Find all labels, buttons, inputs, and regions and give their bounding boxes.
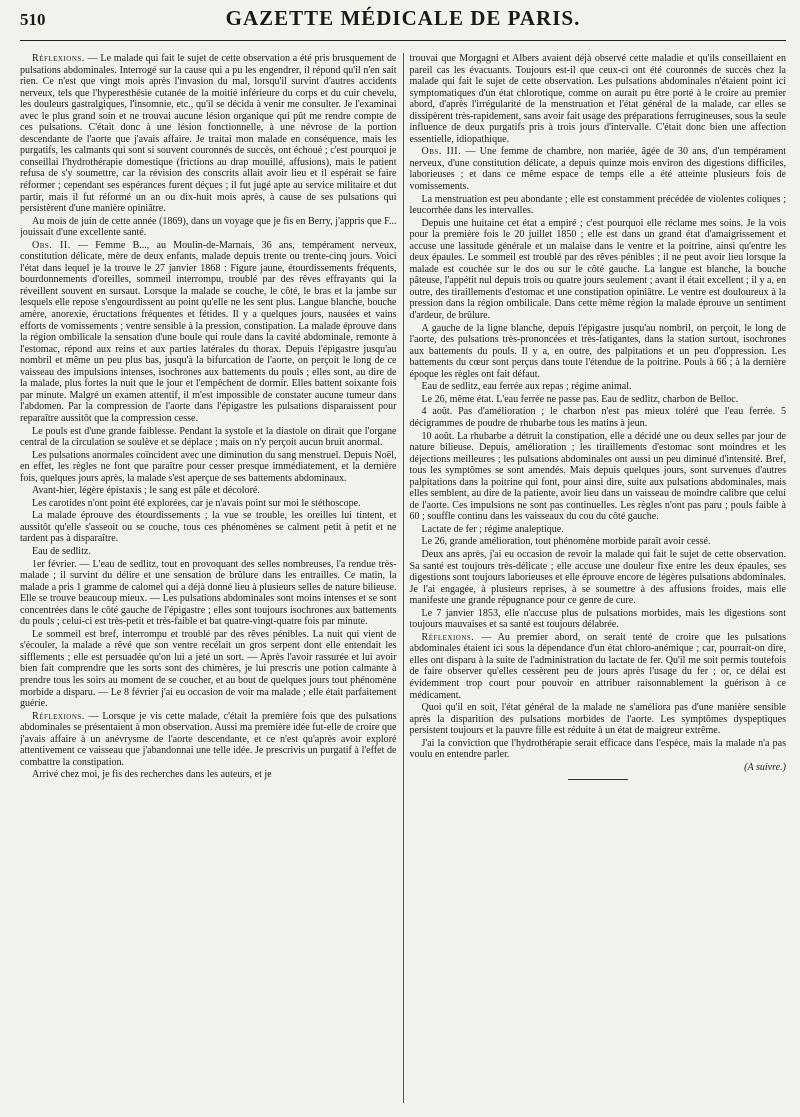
paragraph xyxy=(410,632,787,701)
paragraph: Lactate de fer ; régime analeptique. xyxy=(421,523,564,535)
paragraph: Quoi qu'il en soit, l'état général de la malade ne s'améliora pas d'une manière sensible après la disparition des pulsations morbides de l'aorte. Les symptômes dyspeptiques persistent toujours et la pauvre fille est réduite à un état de maigreur extrême. xyxy=(409,702,786,737)
page-header xyxy=(20,6,786,41)
to-be-continued: (A suivre.) xyxy=(744,761,786,773)
paragraph-text: — Au premier abord, on serait tenté de croire que les pulsations abdominales étaient ici sous la dépendance d'un état chloro-anémique ; car, pourrait-on dire, elles ont disparu à la suite de l'administration du lactate de fer. Qu'il me soit permis toutefois de faire observer qu'elles cessèrent peu de jours après l'usage du fer ; or, ce délai est évidemment trop court pour pouvoir en attribuer raisonnablement la guérison à ce médicament. xyxy=(409,631,786,701)
section-label: Réflexions. xyxy=(421,631,475,643)
paragraph: Le 26, grande amélioration, tout phénomène morbide paraît avoir cessé. xyxy=(421,536,711,548)
paragraph-text: — Une femme de chambre, non mariée, âgée de 30 ans, d'un tempérament nerveux, d'une constitution délicate, a depuis quinze mois environ des digestions difficiles, laborieuses ; et dans ce même espace de temps elle a été atteinte plusieurs fois de vomissements. xyxy=(409,146,786,193)
observation-label: Obs. III. xyxy=(421,146,462,158)
date-label: 1er février. xyxy=(32,558,77,570)
paragraph: Les pulsations anormales coïncident avec une diminution du sang menstruel. Depuis Noël, en effet, les règles ne font que paraître pour cesser presque immédiatement, et la dernière fois, quelques jours après, la malade s'est aperçue de ses battements abdominaux. xyxy=(20,449,397,484)
paragraph xyxy=(20,53,397,215)
section-label: Réflexions. xyxy=(32,53,85,64)
paragraph: Depuis une huitaine cet état a empiré ; c'est pourquoi elle réclame mes soins. Je la vois pour la première fois le 20 juillet 1850 ; elle est dans un grand état d'amaigrissement et accuse une lassitude générale et un malaise dans le ventre et la poitrine, ainsi qu'entre les deux épaules. Le sommeil est troublé par des rêves pénibles ; il ne peut avoir lieu lorsque la malade est couchée sur le dos ou sur le côté gauche. La langue est blanche, la bouche pâteuse, l'appétit nul depuis trois ou quatre jours seulement ; avant il était excellent ; il y a, en outre, des tiraillements d'estomac et une constipation opiniâtre. Le ventre est douloureux à la pression dans la région ombilicale. Dans cette même région la malade éprouve un sentiment d'ardeur, de brûlure. xyxy=(409,217,786,322)
paragraph: Le sommeil est bref, interrompu et troublé par des rêves pénibles. La nuit qui vient de s'écouler, la malade a rêvé que son ventre recélait un gros serpent dont elle entendait les sifflements ; elle est persuadée qu'on lui a jeté un sort. — Après l'avoir rassurée et lui avoir bien fait comprendre que les sorts sont des chimères, je lui prescris une potion calmante à prendre tous les soirs au moment de se coucher, et au bout de quelques jours tout phénomène morbide a disparu. — Le 8 février j'ai eu occasion de voir ma malade ; elle était parfaitement guérie. xyxy=(20,628,397,710)
journal-title: GAZETTE MÉDICALE DE PARIS. xyxy=(225,6,581,30)
paragraph: Le 26, même état. L'eau ferrée ne passe pas. Eau de sedlitz, charbon de Belloc. xyxy=(421,393,739,405)
right-column xyxy=(403,53,787,1103)
end-rule xyxy=(568,779,628,780)
paragraph: 10 août. La rhubarbe a détruit la constipation, elle a décidé une ou deux selles par jour de nature bilieuse. Depuis, amélioration ; les tiraillements d'estomac sont moindres et les déjections meilleures ; les pulsations abdominales ont aussi un peu diminué d'intensité. Bref, tous les symptômes se sont amendés. Mais depuis quelques jours, sont survenues d'autres palpitations dans la poitrine qui font, pour ainsi dire, suite aux pulsations abdominales, mais elles semblent, au dire de la patiente, avoir lieu dans un vaisseau de moindre calibre que celui de l'aorte. Ces impulsions ne sont pas continuelles. Les règles n'ont pas paru ; pouls faible à 60 ; souffle continu dans les vaisseaux du cou du côté gauche. xyxy=(409,430,786,523)
paragraph: Eau de sedlitz. xyxy=(32,545,91,557)
paragraph: La menstruation est peu abondante ; elle est constamment précédée de violentes coliques ; leucorrhée dans les intervalles. xyxy=(409,193,786,217)
paragraph: Le pouls est d'une grande faiblesse. Pendant la systole et la diastole on dirait que l'organe central de la circulation se soulève et se déplace ; mais on n'y perçoit aucun bruit anormal. xyxy=(20,425,397,449)
paragraph-text: — Lorsque je vis cette malade, c'était la première fois que des pulsations abdominales se présentaient à mon observation. Aussi ma première idée fut-elle de croire que j'avais affaire à un anévrysme de l'aorte descendante, et ce n'est qu'après avoir exploré attentivement ce vaisseau que j'abandonnai une telle idée. Je prescrivis un purgatif à l'effet de combattre la constipation. xyxy=(20,710,397,768)
paragraph xyxy=(20,240,397,425)
paragraph: Eau de sedlitz, eau ferrée aux repas ; régime animal. xyxy=(421,381,632,393)
section-label: Réflexions. xyxy=(32,710,85,722)
paragraph xyxy=(410,146,787,192)
paragraph-text: — Le malade qui fait le sujet de cette observation a été pris brusquement de pulsations abdominales. Interrogé sur la cause qui a pu les engendrer, il répond qu'il n'en sait rien. Ce n'est que vingt mois après l'invasion du mal, lorsqu'il survint d'autres accidents nerveux, tels que l'hyperesthésie cutanée de la moitié inférieure du corps et du cuir chevelu, les douleurs gastralgiques, l'insomnie, etc., qu'il se décida à venir me consulter. Je l'examinai avec le plus grand soin et ne trouvai aucune lésion organique qui pût me rendre compte de ces pulsations. C'était donc à une lésion fonctionnelle, à une névrose de la portion descendante de l'aorte que j'avais affaire. Je traitai mon malade en conséquence, mais les purgatifs, les calmants qui sont si souvent couronnés de succès, ont échoué ; c'est pourquoi je conseillai l'hydrothérapie domestique (frictions au drap mouillé, affusions), mais le patient refusa de s'y soumettre, car la révision des conscrits allait avoir lieu et il espérait se faire réformer ; cependant ses espérances furent déçues ; il fut jugé apte au service militaire et dut partir, mais il fut réformé un an ou dix-huit mois après, à cause de ses pulsations qui persistèrent d'une manière opiniâtre. xyxy=(20,53,397,215)
paragraph: Au mois de juin de cette année (1869), dans un voyage que je fis en Berry, j'appris que F... jouissait d'une excellente santé. xyxy=(20,215,397,239)
paragraph: Arrivé chez moi, je fis des recherches dans les auteurs, et je xyxy=(32,769,272,781)
page-number: 510 xyxy=(20,10,46,29)
paragraph-text: — L'eau de sedlitz, tout en provoquant des selles nombreuses, l'a rendue très-malade ; il survint du délire et une sensation de brûlure dans les entrailles. Ce matin, la malade a pris 1 gramme de calomel qui a déjà donné lieu à plusieurs selles de nature bilieuse. Elle se trouve beaucoup mieux. — Les pulsations abdominales sont moins intenses et se sont concentrées dans le côté gauche de l'épigastre ; elles sont toujours isochrones aux battements du pouls ; celui-ci est très-petit et très-faible et bat quatre-vingt-quatre fois par minute. xyxy=(20,558,397,628)
paragraph xyxy=(20,559,397,628)
paragraph: La malade éprouve des étourdissements ; la vue se trouble, les oreilles lui tintent, et aussitôt qu'elle s'asseoit ou se couche, tous ces phénomènes se calment petit à petit et ne tardent pas à disparaître. xyxy=(20,510,397,545)
paragraph: Les carotides n'ont point été explorées, car je n'avais point sur moi le stéthoscope. xyxy=(32,497,361,509)
paragraph: Deux ans après, j'ai eu occasion de revoir la malade qui fait le sujet de cette observation. Sa santé est toujours très-délicate ; elle accuse une douleur fixe entre les deux épaules, ses digestions sont toujours laborieuses et elle éprouve encore de légères pulsations abdominales. Je l'ai engagée, à plusieurs reprises, à se soumettre à des affusions froides, mais elle manifeste une grande répugnance pour ce genre de cure. xyxy=(409,548,786,607)
left-column xyxy=(20,53,403,1103)
paragraph xyxy=(20,711,397,769)
paragraph: 4 août. Pas d'amélioration ; le charbon n'est pas mieux toléré que l'eau ferrée. 5 décigrammes de poudre de rhubarbe tous les matins à jeun. xyxy=(409,406,786,429)
paragraph-text: — Femme B..., au Moulin-de-Marnais, 36 ans, tempérament nerveux, constitution délicate, mère de deux enfants, malade depuis trente ou trente-cinq jours. Voici l'état dans lequel je la trouve le 27 janvier 1868 : Figure jaune, étourdissements fréquents, bourdonnements d'oreilles, sommeil interrompu, troublé par des rêves effrayants qui la réveillent souvent en sursaut. Lorsque la malade se couche, le côté, le bras et la jambe sur lesquels elle repose s'engourdissent au point qu'elle ne les sent plus. Langue blanche, bouche amère, anorexie, éructations fréquentes et fétides. Il y a quelques jours, nausées et vains efforts de vomissements ; ventre sensible à la pression, constipation. La malade éprouve dans la région ombilicale la sensation d'une boule qui roule dans la cavité abdominale, remonte à l'estomac, répond aux reins et aux parties latérales du thorax. Depuis l'épigastre jusqu'au nombril et même un peu plus bas, jusqu'à la bifurcation de l'aorte, on perçoit le long de ce vaisseau des impulsions intenses, isochrones aux battements du pouls ; elles sont, au dire de la malade, plus fortes la nuit que le jour et l'empêchent de dormir. Elles battent soixante fois par minute. Malgré un examen attentif, il m'est impossible de constater aucune tumeur dans l'abdomen. Par la compression de l'aorte dans l'épigastre les pulsations disparaissent pour reparaître aussitôt que la compression cesse. xyxy=(20,239,397,424)
observation-label: Obs. II. xyxy=(32,239,71,251)
paragraph: A gauche de la ligne blanche, depuis l'épigastre jusqu'au nombril, on perçoit, le long de l'aorte, des pulsations très-prononcées et très-fatigantes, dans la station surtout, isochrones aux battements du pouls. Il y a, en outre, des palpitations et un peu d'oppression. Les battements du cœur sont perçus dans toute l'étendue de la poitrine. Pouls à 66 ; à la dernière époque les règles ont fait défaut. xyxy=(409,322,786,380)
paragraph: Le 7 janvier 1853, elle n'accuse plus de pulsations morbides, mais les digestions sont toujours mauvaises et sa santé est toujours délabrée. xyxy=(409,607,786,631)
paragraph: J'ai la conviction que l'hydrothérapie serait efficace dans l'espèce, mais la malade n'a pas voulu en entendre parler. xyxy=(409,737,786,761)
paragraph: Avant-hier, légère épistaxis ; le sang est pâle et décoloré. xyxy=(32,485,260,497)
article-columns xyxy=(20,53,786,1103)
paragraph: trouvai que Morgagni et Albers avaient déjà observé cette maladie et qu'ils conseillaient en pareil cas les évacuants. Toujours est-il que ceux-ci ont été couronnés de succès chez la malade qui fait le sujet de cette observation. Les pulsations abdominales n'étaient point ici symptomatiques d'un état chlorotique, comme on aurait pu être porté à le croire au premier abord, d'après l'irrégularité de la menstruation et l'état général de la malade, car elles se dissipèrent très-rapidement, sans avoir fait usage des préparations ferrugineuses, sous la seule influence de deux purgatifs pris à trois jours d'intervalle. C'était donc bien une affection essentielle, idiopathique. xyxy=(409,53,786,145)
